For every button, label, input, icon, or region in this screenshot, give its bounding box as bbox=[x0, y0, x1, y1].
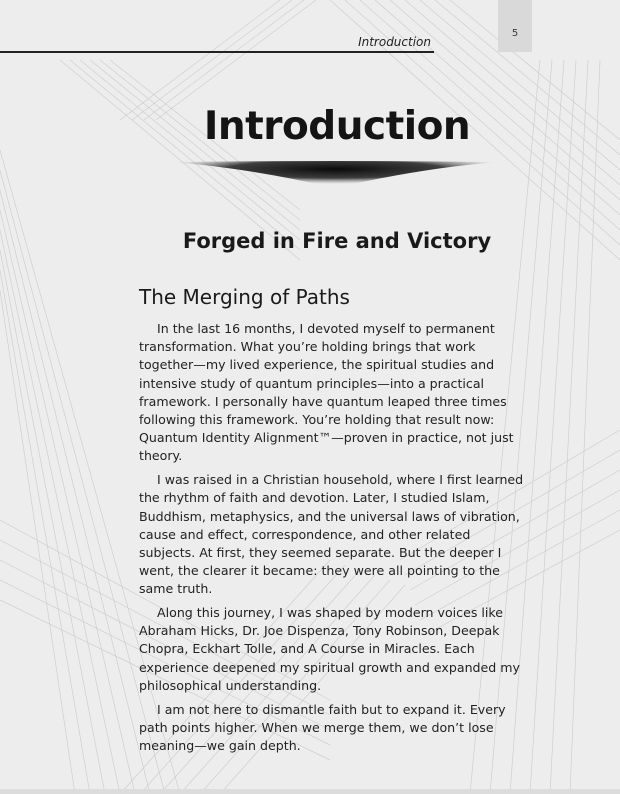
title-underline-swash bbox=[172, 158, 498, 190]
body-paragraph: I am not here to dismantle faith but to expand it. Every path points higher. When we merge them, we don’t lose meaning—we gain depth. bbox=[139, 701, 506, 753]
body-paragraph: I was raised in a Christian household, where I first learned the rhythm of faith and devotion. Later, I studied Islam, Buddhism, metaphysics, and the universal laws of vibration, cause and effect, correspondence, and other related subjects. At first, they seemed separate. But the deeper I went, the clearer it became: they were all pointing to the same truth. bbox=[139, 472, 524, 597]
body-paragraph: In the last 16 months, I devoted myself to permanent transformation. What you’re holding brings that work together—my lived experience, the spiritual studies and intensive study of quantum principles—into a practical framework. I personally have quantum leaped three times following this framework. You’re holding that result now: Quantum Identity Alignment™—proven in practice, not just theory. bbox=[139, 321, 514, 464]
chapter-subtitle: Forged in Fire and Victory bbox=[182, 229, 492, 253]
page-number-tab bbox=[498, 0, 532, 52]
header-rule bbox=[0, 51, 434, 53]
body-paragraph: Along this journey, I was shaped by modern voices like Abraham Hicks, Dr. Joe Dispenza, Tony Robinson, Deepak Chopra, Eckhart Tolle, and A Course in Miracles. Each experience deepened my spiritual growth and expanded my philosophical understanding. bbox=[139, 605, 521, 693]
section-heading: The Merging of Paths bbox=[139, 285, 350, 309]
page-bottom-edge bbox=[0, 789, 620, 794]
section-body bbox=[139, 320, 530, 761]
chapter-title: Introduction bbox=[203, 104, 471, 149]
page-number: 5 bbox=[511, 28, 519, 39]
running-header: Introduction bbox=[358, 35, 431, 49]
